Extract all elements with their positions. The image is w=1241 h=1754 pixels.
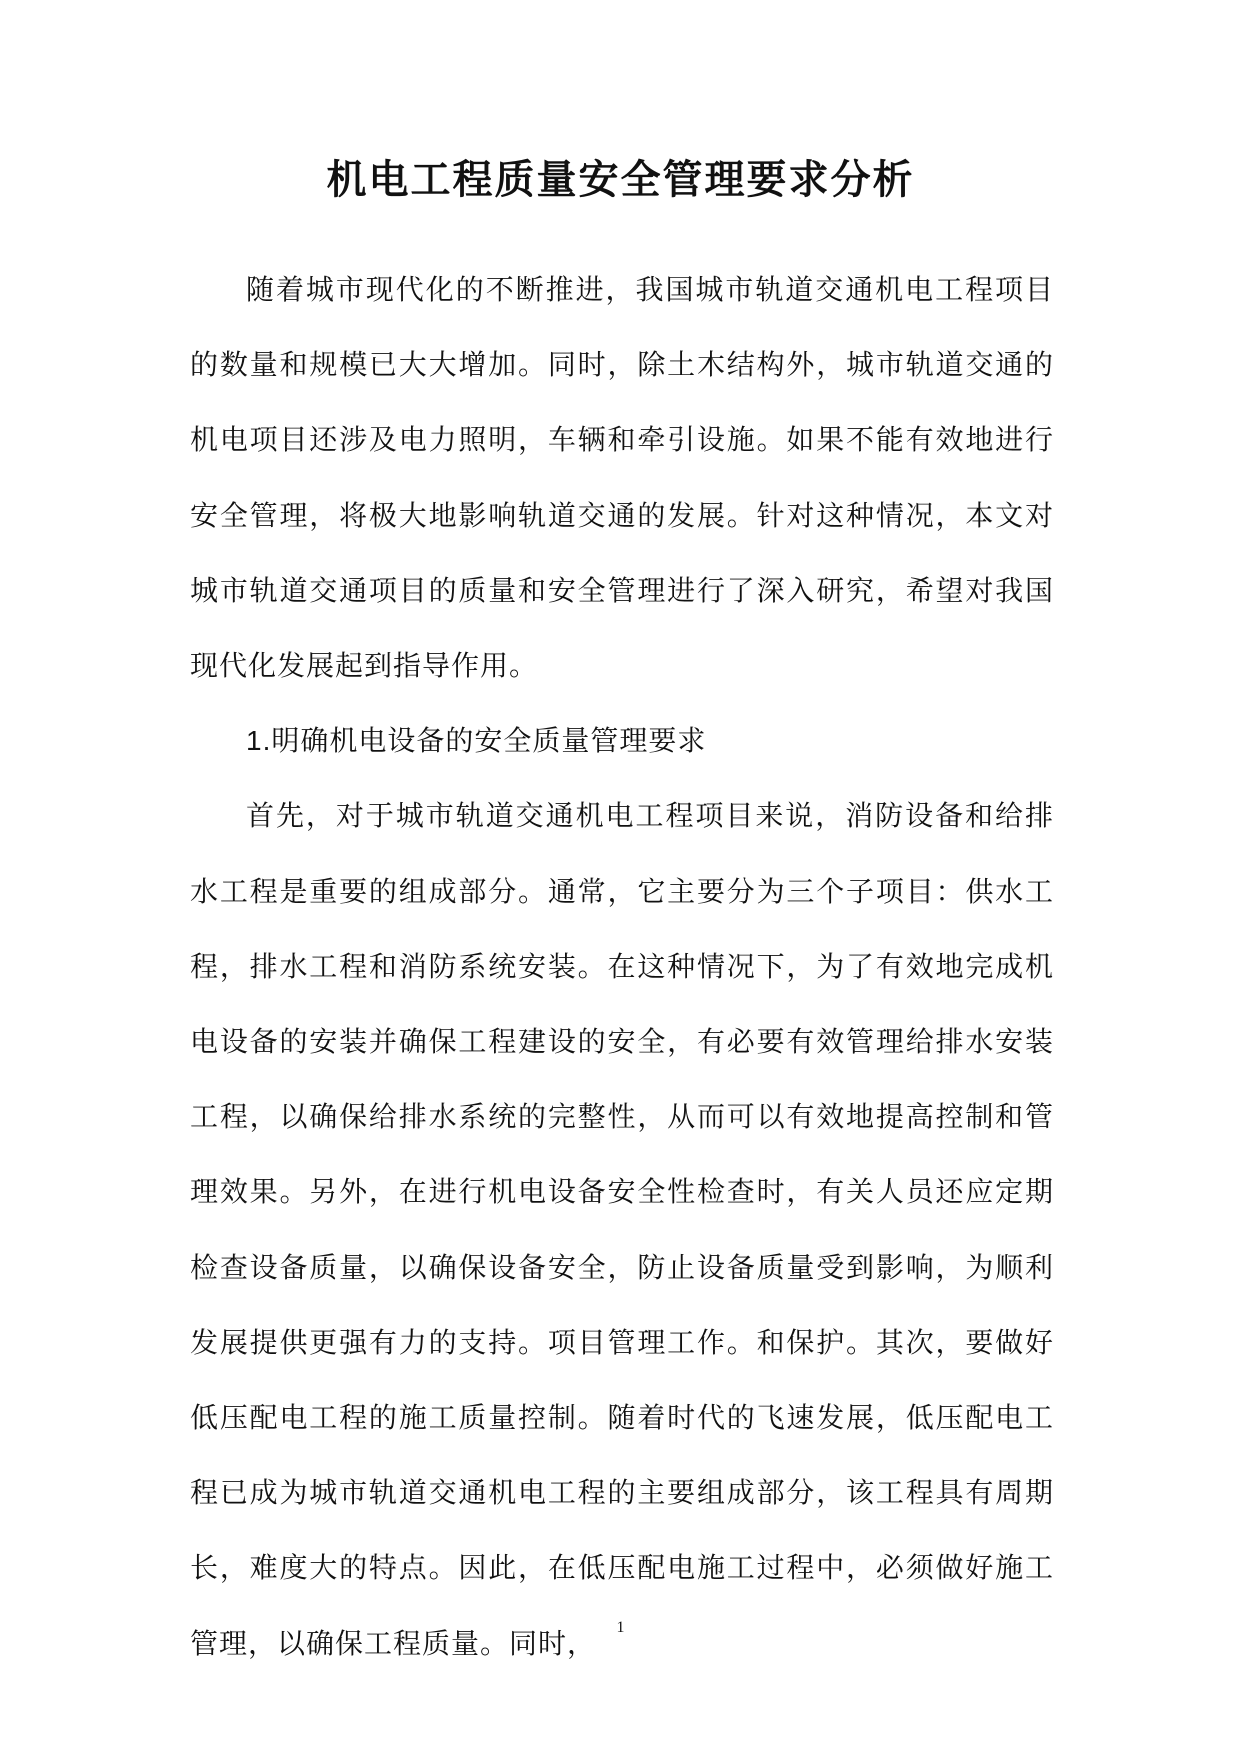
section-paragraph: 首先，对于城市轨道交通机电工程项目来说，消防设备和给排水工程是重要的组成部分。通常，它主要分为三个子项目：供水工程，排水工程和消防系统安装。在这种情况下，为了有效地完成机电设备的安装并确保工程建设的安全，有必要有效管理给排水安装工程，以确保给排水系统的完整性，从而可以有效地提高控制和管理效果。另外，在进行机电设备安全性检查时，有关人员还应定期检查设备质量，以确保设备安全，防止设备质量受到影响，为顺利发展提供更强有力的支持。项目管理工作。和保护。其次，要做好低压配电工程的施工质量控制。随着时代的飞速发展，低压配电工程已成为城市轨道交通机电工程的主要组成部分，该工程具有周期长，难度大的特点。因此，在低压配电施工过程中，必须做好施工管理，以确保工程质量。同时， (190, 799, 1054, 1660)
page-number: 1 (616, 1619, 625, 1636)
section-heading: 1.明确机电设备的安全质量管理要求 (246, 725, 707, 757)
intro-paragraph: 随着城市现代化的不断推进，我国城市轨道交通机电工程项目的数量和规模已大大增加。同时，除土木结构外，城市轨道交通的机电项目还涉及电力照明，车辆和牵引设施。如果不能有效地进行安全管理，将极大地影响轨道交通的发展。针对这种情况，本文对城市轨道交通项目的质量和安全管理进行了深入研究，希望对我国现代化发展起到指导作用。 (190, 273, 1054, 683)
document-body (190, 252, 1054, 1681)
document-title: 机电工程质量安全管理要求分析 (326, 156, 915, 203)
